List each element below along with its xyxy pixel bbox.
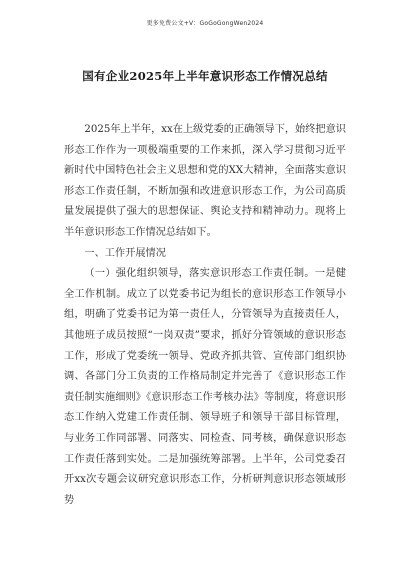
document-body — [64, 120, 346, 511]
intro-paragraph: 2025年上半年，xx在上级党委的正确领导下，始终把意识形态工作作为一项极端重要的工作来抓，深入学习贯彻习近平新时代中国特色社会主义思想和党的XX大精神，全面落实意识形态工作责任制，不断加强和改进意识形态工作，为公司高质量发展提供了强大的思想保证、舆论支持和精神动力。现将上半年意识形态工作情况总结如下。 — [64, 124, 346, 238]
document-title: 国有企业2025年上半年意识形态工作情况总结 — [82, 69, 328, 83]
section-heading: 一、工作开展情况 — [84, 247, 166, 259]
header-note: 更多免费公文+V：GoGoGongWen2024 — [146, 20, 264, 27]
body-paragraph: （一）强化组织领导，落实意识形态工作责任制。一是健全工作机制。成立了以党委书记为组长的意识形态工作领导小组，明确了党委书记为第一责任人，分管领导为直接责任人，其他班子成员按照“一岗双责”要求，抓好分管领域的意识形态工作，形成了党委统一领导、党政齐抓共管、宣传部门组织协调、各部门分工负责的工作格局制定并完善了《意识形态工作责任制实施细则》《意识形态工作考核办法》等制度，将意识形态工作纳入党建工作责任制、领导班子和领导干部目标管理，与业务工作同部署、同落实、同检查、同考核，确保意识形态工作责任落到实处。二是加强统筹部署。上半年，公司党委召开xx次专题会议研究意识形态工作，分析研判意识形态领域形势 — [64, 268, 346, 506]
